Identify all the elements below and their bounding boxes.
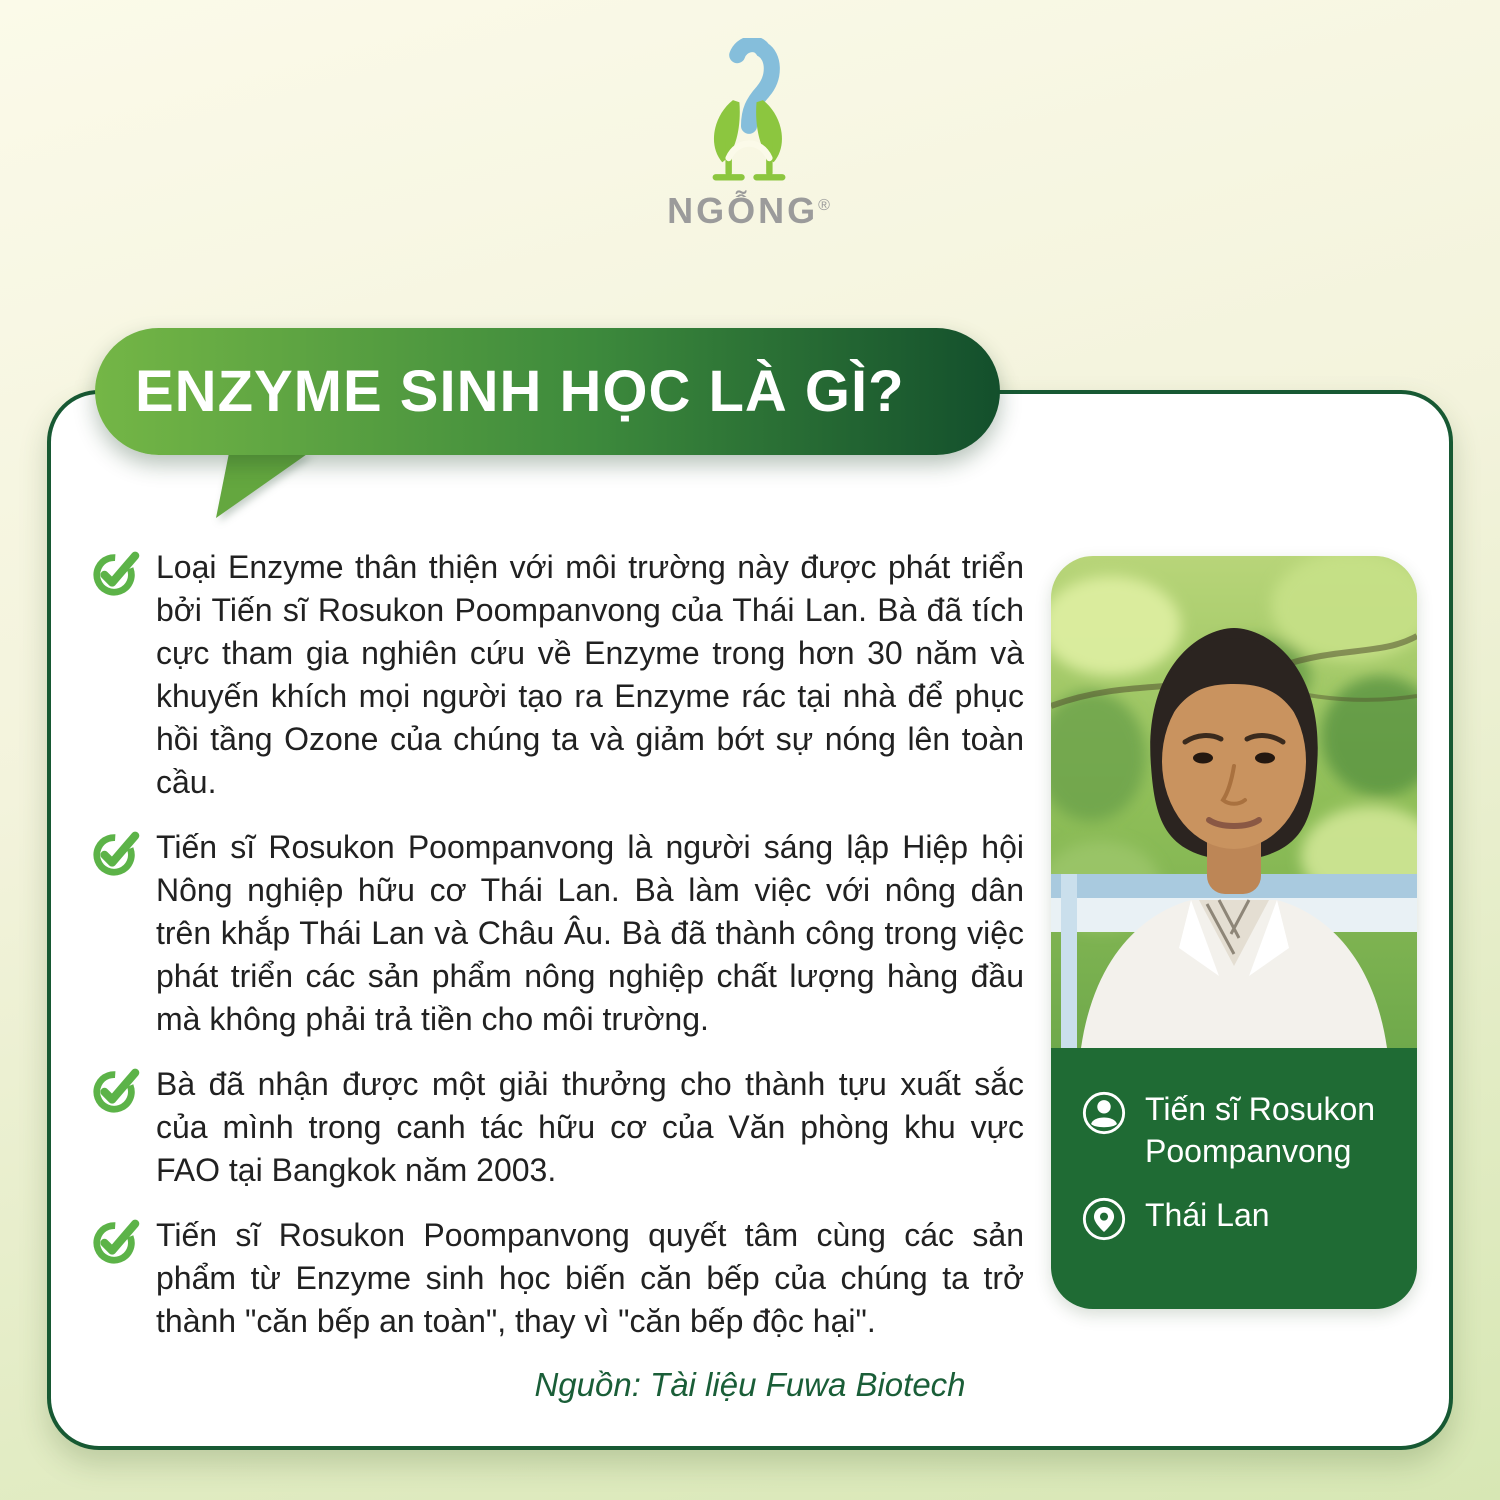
profile-card <box>1051 556 1417 1309</box>
profile-name: Tiến sĩ Rosukon Poompanvong <box>1145 1091 1376 1169</box>
registered-mark: ® <box>818 197 833 214</box>
person-icon <box>1081 1090 1127 1136</box>
list-item <box>92 1063 1024 1192</box>
check-icon <box>92 828 140 876</box>
portrait-photo <box>1051 556 1417 1048</box>
location-pin-icon <box>1081 1196 1127 1242</box>
bubble-tail <box>208 448 318 523</box>
bullet-text: Tiến sĩ Rosukon Poompanvong quyết tâm cùng các sản phẩm từ Enzyme sinh học biến căn bếp của chúng ta trở thành "căn bếp an toàn", thay vì "căn bếp độc hại". <box>156 1217 1024 1339</box>
page-title: ENZYME SINH HỌC LÀ GÌ? <box>135 359 905 424</box>
profile-name-row <box>1081 1088 1389 1172</box>
profile-location-row <box>1081 1194 1389 1242</box>
content-card <box>47 390 1453 1450</box>
portrait-illustration <box>1051 556 1417 1048</box>
goose-with-leaves-icon <box>685 38 815 188</box>
list-item <box>92 1214 1024 1343</box>
bullet-text: Loại Enzyme thân thiện với môi trường này được phát triển bởi Tiến sĩ Rosukon Poompanvong của Thái Lan. Bà đã tích cực tham gia nghiên cứu về Enzyme trong hơn 30 năm và khuyến khích mọi người tạo ra Enzyme rác tại nhà để phục hồi tầng Ozone của chúng ta và giảm bớt sự nóng lên toàn cầu. <box>156 549 1024 800</box>
brand-wordmark: NGỖNG® <box>667 190 833 231</box>
bullet-list <box>92 546 1024 1365</box>
profile-location: Thái Lan <box>1145 1197 1270 1233</box>
bullet-text: Bà đã nhận được một giải thưởng cho thành tựu xuất sắc của mình trong canh tác hữu cơ của Văn phòng khu vực FAO tại Bangkok năm 2003. <box>156 1066 1024 1188</box>
bullet-text: Tiến sĩ Rosukon Poompanvong là người sáng lập Hiệp hội Nông nghiệp hữu cơ Thái Lan. Bà làm việc với nông dân trên khắp Thái Lan và Châu Âu. Bà đã thành công trong việc phát triển các sản phẩm nông nghiệp chất lượng hàng đầu mà không phải trả tiền cho môi trường. <box>156 829 1024 1037</box>
brand-logo <box>667 38 833 232</box>
check-icon <box>92 548 140 596</box>
check-icon <box>92 1216 140 1264</box>
list-item <box>92 826 1024 1041</box>
title-bubble <box>95 328 1000 455</box>
profile-info-panel <box>1051 1048 1417 1309</box>
check-icon <box>92 1065 140 1113</box>
list-item <box>92 546 1024 804</box>
source-credit: Nguồn: Tài liệu Fuwa Biotech <box>534 1366 966 1403</box>
